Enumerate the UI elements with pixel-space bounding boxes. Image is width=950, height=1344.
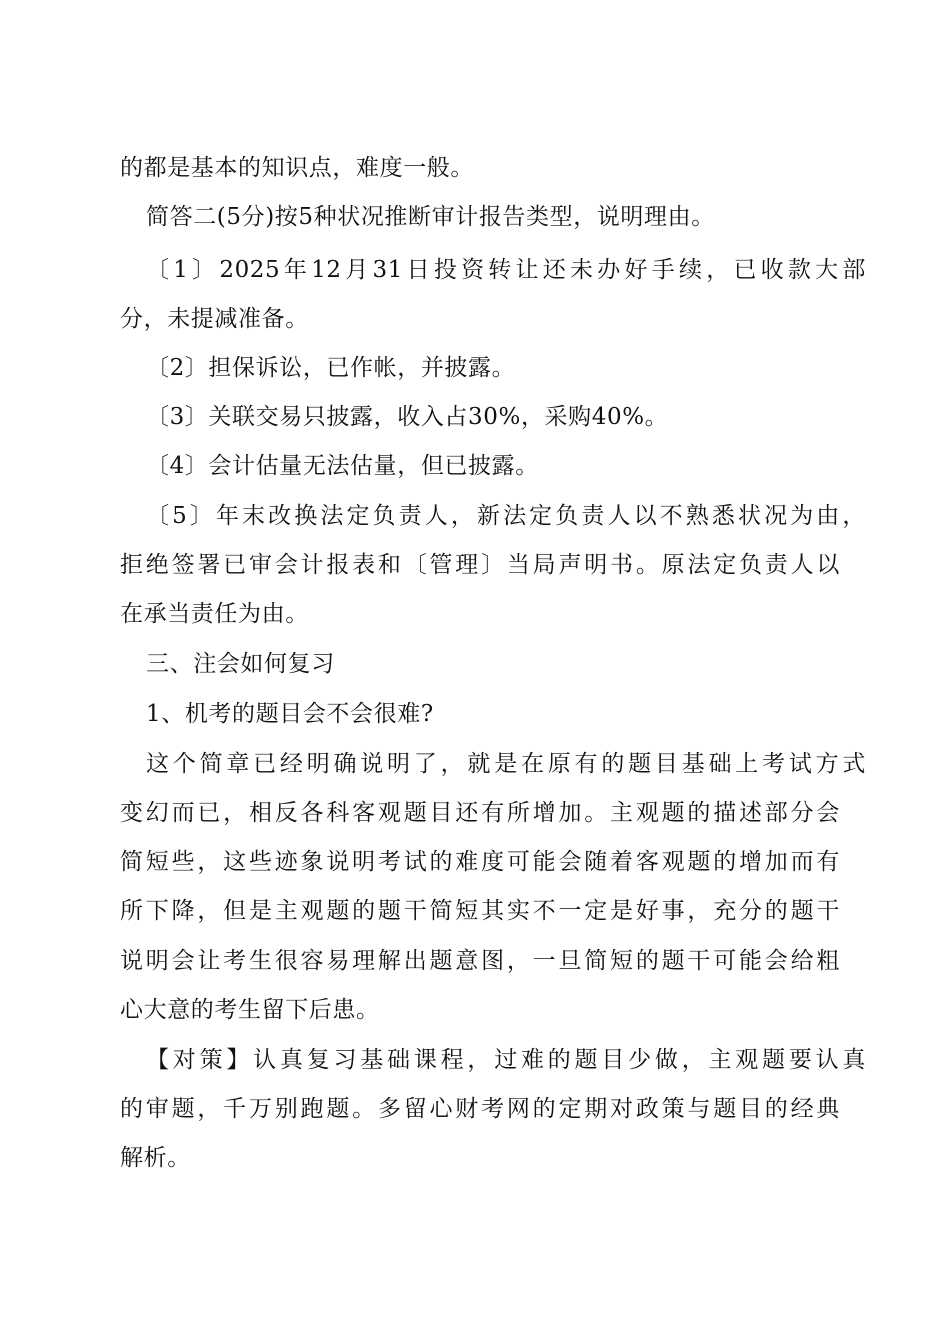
text-line: 变幻而已，相反各科客观题目还有所增加。主观题的描述部分会 [120, 800, 840, 826]
text-line: 〔2〕担保诉讼，已作帐，并披露。 [146, 355, 516, 381]
text-line: 的都是基本的知识点，难度一般。 [120, 155, 474, 181]
text-line: 心大意的考生留下后患。 [120, 997, 380, 1023]
text-line: 简答二(5分)按5种状况推断审计报告类型，说明理由。 [146, 204, 715, 230]
text-line: 〔4〕会计估量无法估量，但已披露。 [146, 453, 539, 479]
text-line: 简短些，这些迹象说明考试的难度可能会随着客观题的增加而有 [120, 849, 840, 875]
text-line: 〔5〕年末改换法定负责人，新法定负责人以不熟悉状况为由， [146, 503, 866, 529]
text-line: 〔3〕关联交易只披露，收入占30%，采购40%。 [146, 404, 669, 430]
text-line: 这个简章已经明确说明了，就是在原有的题目基础上考试方式 [146, 751, 866, 777]
text-line: 〔1〕2025年12月31日投资转让还未办好手续，已收款大部 [146, 257, 866, 283]
text-line: 说明会让考生很容易理解出题意图，一旦简短的题干可能会给粗 [120, 948, 840, 974]
text-line: 拒绝签署已审会计报表和〔管理〕当局声明书。原法定负责人以 [120, 552, 840, 578]
text-line: 的审题，千万别跑题。多留心财考网的定期对政策与题目的经典 [120, 1096, 840, 1122]
text-line: 所下降，但是主观题的题干简短其实不一定是好事，充分的题干 [120, 898, 840, 924]
text-line: 【对策】认真复习基础课程，过难的题目少做，主观题要认真 [146, 1047, 866, 1073]
text-line: 分，未提减准备。 [120, 306, 309, 332]
text-line: 在承当责任为由。 [120, 601, 309, 627]
section-heading: 三、注会如何复习 [146, 651, 335, 677]
text-line: 解析。 [120, 1145, 191, 1171]
subsection-heading: 1、机考的题目会不会很难? [146, 701, 434, 727]
